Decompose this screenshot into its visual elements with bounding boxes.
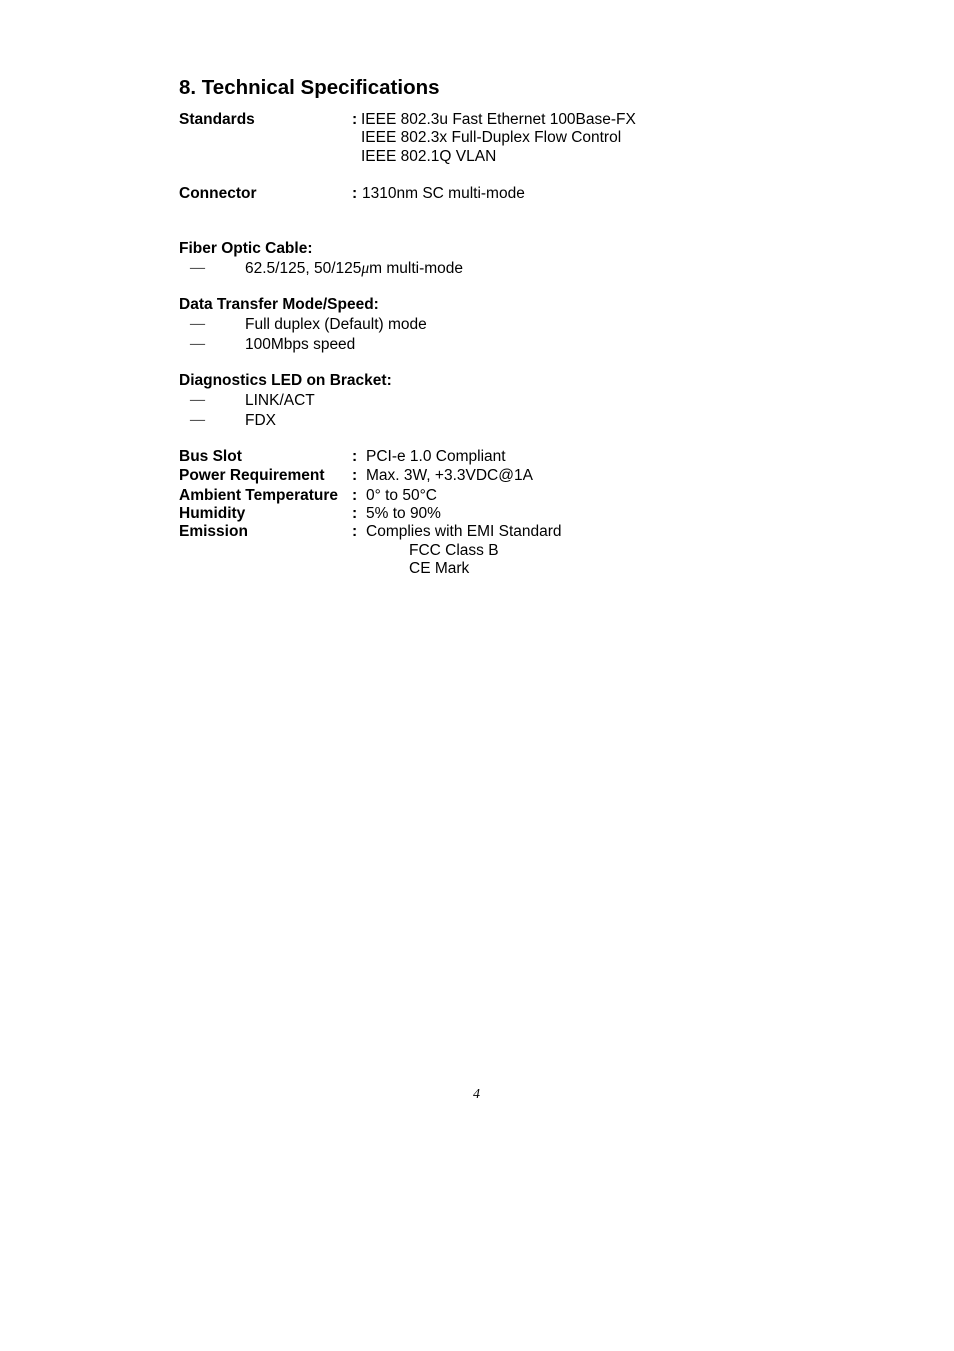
fiber-item [245,261,463,277]
fiber-item-suffix: m multi-mode [369,260,464,277]
humidity-label: Humidity [179,505,246,522]
fiber-optic-cable-heading: Fiber Optic Cable: [179,240,313,257]
connector-value: 1310nm SC multi-mode [362,185,525,202]
diagnostics-item-1: LINK/ACT [245,392,315,409]
humidity-colon: : [352,505,358,522]
emission-extra-2: CE Mark [409,560,470,577]
power-requirement-colon: : [352,467,358,484]
connector-colon: : [352,185,358,202]
fiber-item-prefix: 62.5/125, 50/125 [245,260,362,277]
diagnostics-item-2: FDX [245,412,276,429]
data-transfer-heading: Data Transfer Mode/Speed: [179,296,379,313]
data-transfer-item-2: 100Mbps speed [245,336,356,353]
ambient-temperature-colon: : [352,487,358,504]
emission-extra-1: FCC Class B [409,542,499,559]
bus-slot-value: PCI-e 1.0 Compliant [366,448,506,465]
diagnostics-heading: Diagnostics LED on Bracket: [179,372,392,389]
micro-symbol: μ [361,260,370,277]
standards-colon: : [352,111,358,128]
standards-value-3: IEEE 802.1Q VLAN [361,148,497,165]
power-requirement-value: Max. 3W, +3.3VDC@1A [366,467,533,484]
bus-slot-label: Bus Slot [179,448,242,465]
bus-slot-colon: : [352,448,358,465]
data-transfer-dash-1: — [190,316,205,332]
data-transfer-item-1: Full duplex (Default) mode [245,316,427,333]
emission-value: Complies with EMI Standard [366,523,562,540]
emission-colon: : [352,523,358,540]
fiber-item-dash: — [190,260,205,276]
page-title: 8. Technical Specifications [179,76,440,99]
standards-value-2: IEEE 802.3x Full-Duplex Flow Control [361,129,622,146]
standards-label: Standards [179,111,255,128]
diagnostics-dash-2: — [190,412,205,428]
diagnostics-dash-1: — [190,392,205,408]
standards-value-1: IEEE 802.3u Fast Ethernet 100Base-FX [361,111,636,128]
page-number: 4 [473,1087,480,1102]
power-requirement-label: Power Requirement [179,467,325,484]
connector-label: Connector [179,185,257,202]
ambient-temperature-value: 0° to 50°C [366,487,437,504]
data-transfer-dash-2: — [190,336,205,352]
humidity-value: 5% to 90% [366,505,441,522]
emission-label: Emission [179,523,248,540]
ambient-temperature-label: Ambient Temperature [179,487,339,504]
